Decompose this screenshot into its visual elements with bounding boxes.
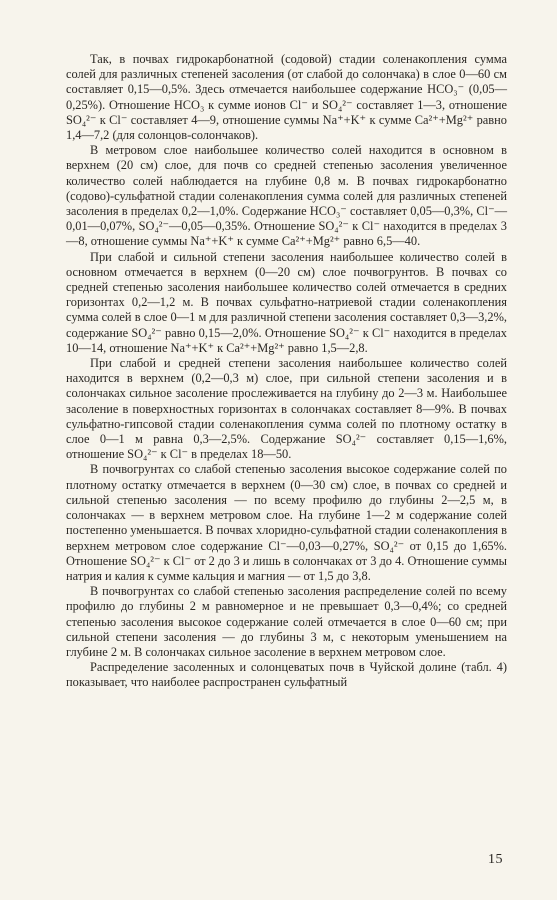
- paragraph-5: В почвогрунтах со слабой степенью засоления высокое содержание солей по плотному остатку отмечается в верхнем (0—30 см) слое, в почвах со средней и сильной степенью засоления — по всему профилю до глубины 2—2,5 м, в солончаках — в верхнем метровом слое. На глубине 1—2 м содержание солей постепенно уменьшается. В почвах хлоридно-сульфатной стадии соленакопления в верхнем метровом слое содержание Cl⁻—0,03—0,27%, SO₄²⁻ от 0,15 до 1,65%. Отношение SO₄²⁻ к Cl⁻ от 2 до 3 и лишь в солончаках от 3 до 4. Отношение суммы натрия и калия к сумме кальция и магния — от 1,5 до 3,8.: [66, 462, 508, 583]
- paragraph-6: В почвогрунтах со слабой степенью засоления распределение солей по всему профилю до глубины 2 м равномерное и не превышает 0,3—0,4%; со средней степенью засоления высокое содержание солей отмечается в слое 0—60 см; при сильной степени засоления — до глубины 3 м, с некоторым уменьшением на глубине 2 м. В солончаках сильное засоление в верхнем метровом слое.: [66, 584, 507, 659]
- body-text: [66, 52, 507, 691]
- paragraph-7: Распределение засоленных и солонцеватых почв в Чуйской долине (табл. 4) показывает, что наиболее распространен сульфатный: [66, 660, 507, 690]
- page-number: 15: [488, 852, 503, 867]
- paragraph-1: Так, в почвах гидрокарбонатной (содовой) стадии соленакопления сумма солей для различных степеней засоления (от слабой до солончака) в слое 0—60 см составляет 0,15—0,5%. Здесь отмечается наибольшее содержание HCO₃⁻ (0,05—0,25%). Отношение HCO₃ к сумме ионов Cl⁻ и SO₄²⁻ составляет 1—3, отношение SO₄²⁻ к Cl⁻ составляет 4—9, отношение суммы Na⁺+K⁺ к сумме Ca²⁺+Mg²⁺ равно 1,4—7,2 (для солонцов-солончаков).: [66, 52, 507, 143]
- paragraph-4: При слабой и средней степени засоления наибольшее количество солей находится в верхнем (0,2—0,3 м) слое, при сильной степени засоления и в солончаках сильное засоление прослеживается на глубину до 2—3 м. Наибольшее засоление в поверхностных горизонтах в солончаках составляет 8—9%. В почвах сульфатно-гипсовой стадии соленакопления сумма солей по плотному остатку в слое 0—1 м равна 0,3—2,5%. Содержание SO₄²⁻ составляет 0,15—1,6%, отношение SO₄²⁻ к Cl⁻ в пределах 18—50.: [66, 356, 507, 462]
- paragraph-2: В метровом слое наибольшее количество солей находится в основном в верхнем (20 см) слое, для почв со средней степенью засоления увеличенное количество солей наблюдается на глубине 0,8 м. В почвах гидрокарбонатно (содово)-сульфатной стадии соленакопления сумма солей для различных степеней засоления в пределах 0,2—1,0%. Содержание HCO₃⁻ составляет 0,05—0,3%, Cl⁻—0,01—0,07%, SO₄²⁻—0,05—0,35%. Отношение SO₄²⁻ к Cl⁻ находится в пределах 3—8, отношение суммы Na⁺+K⁺ к сумме Ca²⁺+Mg²⁺ равно 6,5—40.: [66, 143, 507, 249]
- paragraph-3: При слабой и сильной степени засоления наибольшее количество солей в основном отмечается в верхнем (0—20 см) слое почвогрунтов. В почвах со средней степенью засоления наибольшее количество солей отмечается в средних горизонтах 0,2—1,2 м. В почвах сульфатно-натриевой стадии соленакопления сумма солей в слое 0—1 м для различной степени засоления составляет 0,3—3,2%, содержание SO₄²⁻ равно 0,15—2,0%. Отношение SO₄²⁻ к Cl⁻ находится в пределах 10—14, отношение Na⁺+K⁺ к Ca²⁺+Mg²⁺ равно 1,5—2,8.: [66, 249, 507, 355]
